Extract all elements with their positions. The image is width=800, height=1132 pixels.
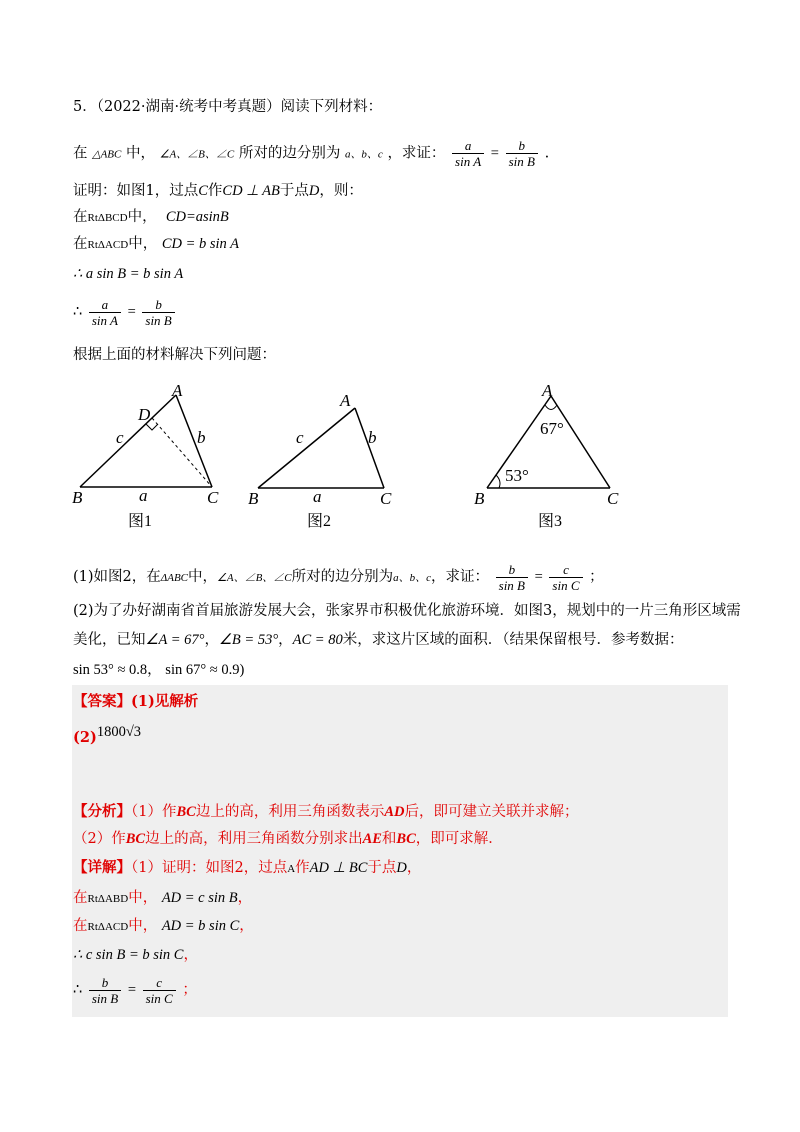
fraction-denominator: sin B	[498, 577, 526, 593]
q2-line-2a: 美化，已知	[73, 632, 146, 648]
rt-acd: RtΔACD	[87, 239, 129, 251]
equals-sign: =	[127, 982, 137, 998]
detail-comma: ，	[239, 918, 254, 934]
fig2-label-a: A	[340, 391, 351, 410]
fig1-caption: 图1	[128, 513, 153, 530]
answer-2-value: 1800√3	[96, 724, 142, 740]
fig1-side-ac	[176, 395, 212, 487]
proof-ze: ，则：	[319, 183, 363, 199]
proof-zai: 在	[73, 236, 88, 252]
detail-line-1	[73, 858, 421, 879]
fig1-label-c: C	[207, 488, 219, 507]
fig3-label-c: C	[607, 489, 619, 508]
fig3-angle-arc-a	[545, 405, 557, 410]
q1-zhong: 中，	[188, 569, 217, 585]
answer-line	[73, 692, 198, 712]
fig3-angle-a-value: 67°	[540, 419, 564, 438]
analysis-line-2	[73, 829, 503, 849]
therefore-symbol: ∴	[73, 304, 83, 320]
figures-svg	[0, 380, 800, 530]
intro-zhong: 中，	[125, 145, 155, 162]
analysis-2c: ，即可求解．	[415, 831, 503, 847]
q2-comma: ，	[278, 632, 293, 648]
fraction-numerator: a	[89, 297, 121, 313]
fig1-label-b: B	[72, 488, 83, 507]
equals-sign: =	[534, 569, 543, 585]
proof-line-3	[73, 234, 239, 255]
detail-rt-abd: RtΔABD	[87, 893, 129, 905]
detail-line-3	[73, 916, 254, 937]
fig2-caption: 图2	[307, 513, 332, 530]
fraction-numerator: c	[549, 562, 582, 578]
analysis-2a: （2）作	[73, 831, 126, 847]
detail-zuo: 作	[295, 860, 310, 876]
proof-prefix: 证明：如图1，过点	[73, 183, 199, 199]
eq-bcd: CD=asinB	[165, 209, 229, 225]
solve-intro-text: 根据上面的材料解决下列问题：	[73, 347, 276, 363]
q2-line-1: (2)为了办好湖南省首届旅游发展大会，张家界市积极优化旅游环境．如图3，规划中的一片三角形区域需	[73, 603, 741, 619]
intro-prefix: 在	[73, 145, 88, 162]
analysis-bc: BC	[176, 804, 196, 820]
point-d: D	[308, 183, 320, 199]
proof-zhong: 中，	[127, 209, 157, 225]
fig1-side-label-c: c	[116, 428, 124, 447]
q2-angle-b: ∠B = 53°	[218, 632, 279, 648]
detail-zhong: 中，	[128, 890, 158, 906]
detail-fraction-c	[143, 975, 176, 1006]
detail-therefore-symbol: ∴	[73, 982, 83, 998]
point-c: C	[198, 183, 208, 199]
fig3-label-a: A	[542, 381, 553, 400]
equals-sign: =	[490, 145, 499, 162]
fig2-side-label-a: a	[313, 487, 322, 506]
fig1-label-a: A	[172, 381, 183, 400]
q1-sides: a、b、c	[393, 572, 432, 584]
intro-fraction-b	[506, 138, 538, 169]
detail-comma: ，	[183, 947, 198, 963]
detail-point-d: D	[396, 860, 407, 876]
q1-angles: ∠A、∠B、∠C	[217, 572, 292, 584]
intro-triangle: △ABC	[92, 148, 122, 161]
analysis-1c: 后，即可建立关联并求解；	[404, 804, 579, 820]
detail-ad-perp-bc: AD ⊥ BC	[309, 860, 368, 876]
fraction-denominator: sin B	[91, 990, 119, 1006]
detail-line-2	[73, 888, 252, 909]
detail-end: ；	[182, 982, 197, 998]
answer-1: (1)见解析	[131, 693, 199, 710]
fig2-side-label-b: b	[368, 428, 377, 447]
fig3-angle-b-value: 53°	[505, 466, 529, 485]
fig2-side-ac	[355, 408, 384, 488]
proof-line-2	[73, 207, 229, 228]
analysis-ad: AD	[384, 804, 405, 820]
fraction-numerator: b	[142, 297, 174, 313]
fraction-numerator: c	[143, 975, 176, 991]
problem-header	[73, 97, 382, 117]
intro-sides: a、b、c	[344, 148, 383, 161]
fig1-side-label-a: a	[139, 486, 148, 505]
detail-fraction-b	[89, 975, 121, 1006]
figure-2	[248, 391, 392, 530]
fig2-label-c: C	[380, 489, 392, 508]
problem-header-text: 5．（2022·湖南·统考中考真题）阅读下列材料：	[73, 99, 383, 115]
problem-intro	[73, 138, 549, 169]
solve-intro	[73, 345, 276, 365]
analysis-1a: （1）作	[131, 804, 177, 820]
proof-fraction-a	[89, 297, 121, 328]
fig1-label-d: D	[138, 405, 151, 424]
answer-tag: 【答案】	[73, 693, 131, 710]
fig2-side-label-c: c	[296, 428, 304, 447]
detail-eq-abd: AD = c sin B	[161, 890, 238, 906]
fig1-side-ab	[80, 395, 176, 487]
fraction-numerator: b	[506, 138, 538, 154]
proof-yu-dian: 于点	[279, 183, 309, 199]
question-2-line-3	[73, 660, 244, 680]
fig1-right-angle-mark	[146, 424, 158, 430]
detail-rt-acd: RtΔACD	[87, 921, 129, 933]
fraction-denominator: sin B	[508, 154, 535, 169]
fig2-side-ab	[258, 408, 355, 488]
q2-angle-a: ∠A = 67°	[145, 632, 205, 648]
fraction-numerator: b	[89, 975, 121, 991]
proof-zuo: 作	[207, 183, 223, 199]
q1-prove: ，求证：	[431, 569, 490, 585]
proof-zhong: 中，	[128, 236, 158, 252]
question-2-line-2	[73, 630, 683, 650]
intro-angles-suffix: 所对的边分别为	[238, 145, 341, 162]
intro-fraction-a	[452, 138, 484, 169]
proof-zai: 在	[73, 209, 88, 225]
intro-prove: ，求证：	[387, 145, 446, 162]
fraction-denominator: sin A	[91, 312, 118, 328]
analysis-bc-2: BC	[125, 831, 146, 847]
q1-prefix: (1)如图2，在	[73, 569, 161, 585]
figure-3	[474, 381, 619, 530]
fraction-numerator: a	[452, 138, 484, 154]
question-2-line-1	[73, 601, 741, 621]
cd-perp-ab: CD ⊥ AB	[222, 183, 280, 199]
q2-comma: ，	[204, 632, 219, 648]
detail-therefore-eq: ∴ c sin B = b sin C	[73, 947, 184, 963]
fig3-side-ac	[551, 396, 610, 488]
detail-zhong: 中，	[128, 918, 158, 934]
detail-tag: 【详解】	[73, 859, 131, 876]
analysis-ae: AE	[362, 831, 382, 847]
detail-line-5	[73, 974, 197, 1006]
eq-acd: CD = b sin A	[161, 236, 240, 252]
fig1-side-label-b: b	[197, 428, 206, 447]
detail-comma: ，	[237, 890, 253, 906]
question-1	[73, 561, 604, 594]
answer-2-prefix: (2)	[73, 729, 97, 746]
detail-zai: 在	[73, 890, 88, 906]
fig2-label-b: B	[248, 489, 259, 508]
fraction-denominator: sin B	[145, 312, 172, 328]
q1-fraction-c	[549, 562, 582, 593]
intro-period: .	[544, 145, 550, 162]
q2-reference-data: sin 53° ≈ 0.8， sin 67° ≈ 0.9)	[73, 662, 245, 678]
q1-triangle: ΔABC	[160, 572, 188, 584]
analysis-line-1	[73, 802, 578, 822]
fraction-denominator: sin C	[145, 990, 173, 1006]
q1-end: ；	[589, 569, 604, 585]
analysis-he: 和	[381, 831, 397, 847]
detail-zai: 在	[73, 918, 88, 934]
q1-angles-suffix: 所对的边分别为	[291, 569, 394, 585]
therefore-eq: ∴ a sin B = b sin A	[73, 266, 184, 282]
analysis-2b: 边上的高，利用三角函数分别求出	[145, 831, 363, 847]
detail-yu: 于点	[367, 860, 397, 876]
fig3-caption: 图3	[538, 513, 563, 530]
proof-line-4	[73, 264, 183, 284]
analysis-1b: 边上的高，利用三角函数表示	[195, 804, 385, 820]
fraction-denominator: sin A	[455, 154, 482, 169]
detail-1a: （1）证明：如图2，过点	[131, 860, 288, 876]
answer-box	[72, 685, 728, 1017]
figure-1	[72, 381, 219, 530]
proof-fraction-b	[142, 297, 174, 328]
q2-line-2b: 米，求这片区域的面积．（结果保留根号．参考数据：	[342, 632, 684, 648]
intro-angles: ∠A、∠B、∠C	[159, 148, 235, 161]
detail-eq-acd: AD = b sin C	[161, 918, 240, 934]
proof-line-1	[73, 181, 363, 201]
equals-sign: =	[127, 304, 136, 320]
detail-comma: ，	[406, 860, 422, 876]
fig3-angle-arc-b	[496, 475, 500, 488]
rt-bcd: RtΔBCD	[87, 212, 128, 224]
fraction-numerator: b	[496, 562, 528, 578]
analysis-tag: 【分析】	[73, 803, 131, 820]
analysis-bc-3: BC	[396, 831, 416, 847]
fig3-label-b: B	[474, 489, 485, 508]
answer-2-line	[73, 722, 142, 746]
q1-fraction-b	[496, 562, 528, 593]
q2-ac: AC = 80	[292, 632, 343, 648]
detail-line-4	[73, 945, 198, 965]
fraction-denominator: sin C	[552, 577, 580, 593]
proof-line-5	[73, 296, 177, 328]
detail-point-a: A	[287, 863, 296, 875]
